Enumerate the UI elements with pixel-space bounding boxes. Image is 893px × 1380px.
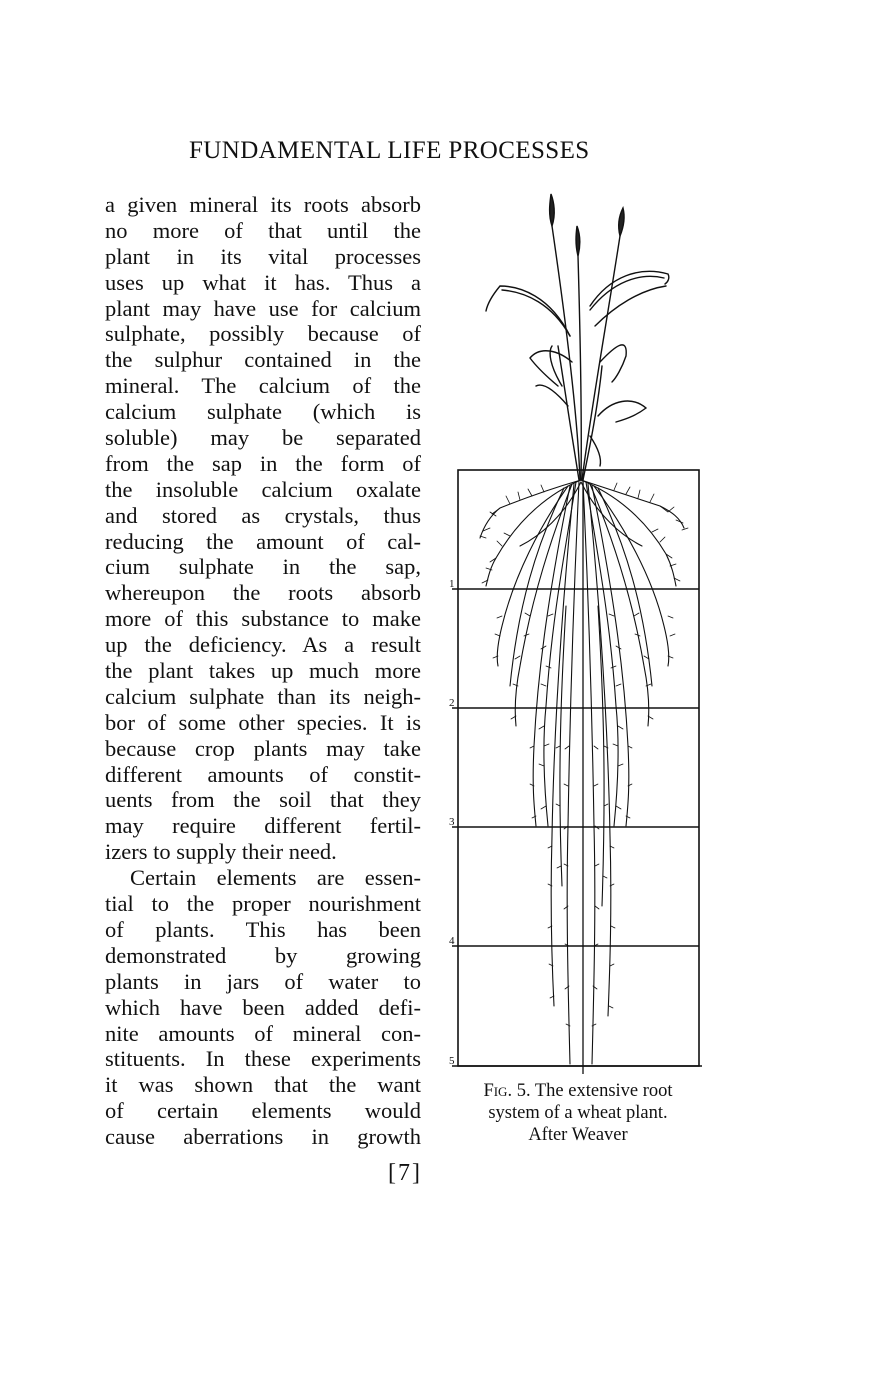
running-head: FUNDAMENTAL LIFE PROCESSES <box>189 137 590 164</box>
root <box>497 486 568 666</box>
caption-line-1 <box>450 1080 706 1102</box>
body-line: nite amounts of mineral con- <box>105 1020 421 1046</box>
body-line: uents from the soil that they <box>105 787 421 813</box>
wheat-plant-illustration <box>440 186 720 1076</box>
caption-line-3: After Weaver <box>528 1125 628 1145</box>
wheat-head <box>550 194 555 226</box>
body-line: tial to the proper nourishment <box>105 891 421 917</box>
body-line: different amounts of constit- <box>105 761 421 787</box>
body-line: soluble) may be separated <box>105 425 421 451</box>
body-line: of certain elements would <box>105 1098 421 1124</box>
body-line: calcium sulphate (which is <box>105 399 421 425</box>
figure-label: Fig. 5. <box>483 1081 531 1101</box>
wheat-head <box>619 208 624 236</box>
root-system <box>480 480 684 1064</box>
leaf <box>600 345 626 382</box>
root-hair <box>609 846 615 1008</box>
stem <box>582 236 620 480</box>
body-line: plant may have use for calcium <box>105 295 421 321</box>
body-line: the insoluble calcium oxalate <box>105 476 421 502</box>
root-hair <box>480 485 544 538</box>
depth-label: 1 <box>449 578 455 590</box>
body-line: from the sap in the form of <box>105 450 421 476</box>
body-line: because crop plants may take <box>105 735 421 761</box>
leaf <box>536 385 568 406</box>
wheat-shoot <box>486 194 669 480</box>
body-line: calcium sulphate than its neigh- <box>105 683 421 709</box>
root-grid <box>452 470 702 1074</box>
depth-label: 5 <box>449 1055 455 1067</box>
leaf <box>598 401 646 422</box>
body-line: demonstrated by growing <box>105 942 421 968</box>
root <box>533 486 570 826</box>
body-line: may require different fertil- <box>105 813 421 839</box>
leaf <box>595 286 666 326</box>
root <box>583 482 595 1064</box>
depth-label: 3 <box>449 816 455 828</box>
root-hairs <box>480 483 688 1026</box>
depth-label: 4 <box>449 935 455 947</box>
leaf <box>530 351 572 386</box>
caption-line-2: system of a wheat plant. <box>488 1103 668 1123</box>
body-line: mineral. The calcium of the <box>105 373 421 399</box>
wheat-root-figure <box>440 186 720 1076</box>
depth-label: 2 <box>449 697 455 709</box>
root-hair <box>482 533 510 583</box>
stem <box>583 366 602 480</box>
body-line: whereupon the roots absorb <box>105 580 421 606</box>
wheat-head <box>576 226 580 256</box>
body-line: Certain elements are essen- <box>130 865 421 891</box>
body-line: plants in jars of water to <box>105 968 421 994</box>
body-line: cium sulphate in the sap, <box>105 554 421 580</box>
body-line: up the deficiency. As a result <box>105 632 421 658</box>
body-line: bor of some other species. It is <box>105 709 421 735</box>
body-line: the plant takes up much more <box>105 658 421 684</box>
root <box>598 606 604 906</box>
body-line: the sulphur contained in the <box>105 347 421 373</box>
caption-text: The extensive root <box>534 1081 673 1101</box>
body-line: stituents. In these experiments <box>105 1046 421 1072</box>
body-line: which have been added defi- <box>105 994 421 1020</box>
body-line: sulphate, possibly because of <box>105 321 421 347</box>
body-line: and stored as crystals, thus <box>105 502 421 528</box>
root <box>510 488 564 686</box>
root-hair <box>530 746 632 818</box>
body-line: uses up what it has. Thus a <box>105 269 421 295</box>
body-line: it was shown that the want <box>105 1072 421 1098</box>
body-line: plant in its vital processes <box>105 243 421 269</box>
body-text-column <box>105 192 421 1150</box>
leaf <box>486 286 570 336</box>
root <box>486 480 581 586</box>
root-hair <box>556 746 608 878</box>
body-line: of plants. This has been <box>105 916 421 942</box>
body-line: izers to supply their need. <box>105 839 337 865</box>
root <box>581 482 642 546</box>
page-number: [7] <box>388 1160 422 1186</box>
body-line: no more of that until the <box>105 217 421 243</box>
leaf <box>590 436 601 466</box>
body-line: more of this substance to make <box>105 606 421 632</box>
body-line: a given mineral its roots absorb <box>105 192 421 217</box>
body-line: cause aberrations in growth <box>105 1124 421 1150</box>
figure-caption <box>450 1080 706 1146</box>
root <box>567 482 579 1064</box>
body-line: reducing the amount of cal- <box>105 528 421 554</box>
